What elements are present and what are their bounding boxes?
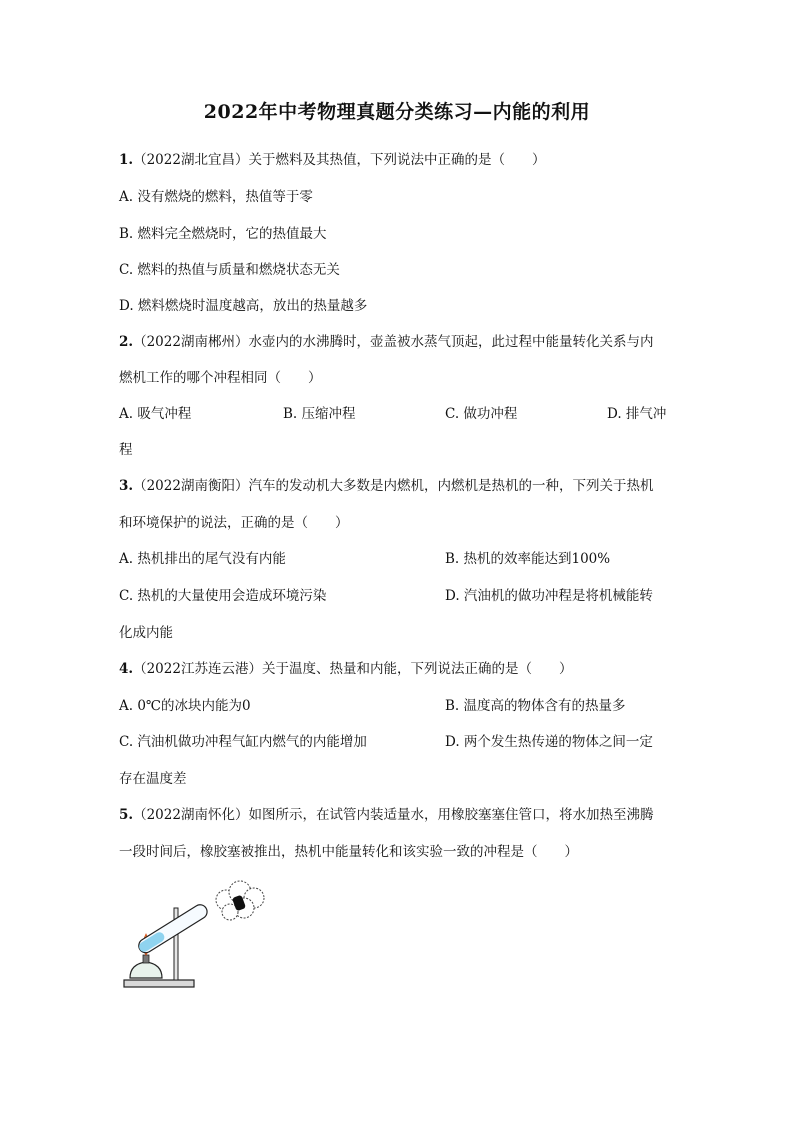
q2-stem-line1 [119,333,653,351]
q2-option-b: B. 压缩冲程 [283,406,356,422]
q5-stem-line1 [119,806,653,824]
q4-option-d: D. 两个发生热传递的物体之间一定 [445,734,653,750]
q3-stem-text1: （2022湖南衡阳）汽车的发动机大多数是内燃机，内燃机是热机的一种，下列关于热机 [133,478,654,494]
q2-option-c: C. 做功冲程 [445,406,518,422]
q2-number: 2. [119,334,134,350]
q3-stem-line2: 和环境保护的说法，正确的是（ ） [119,515,349,531]
q3-option-b: B. 热机的效率能达到100% [445,551,611,567]
q3-stem-line1 [119,477,653,495]
q1-stem-text: （2022湖北宜昌）关于燃料及其热值，下列说法中正确的是（ ） [133,152,546,168]
q1-option-d: D. 燃料燃烧时温度越高，放出的热量越多 [119,298,368,314]
q4-stem [119,660,572,678]
test-tube [136,902,210,955]
q5-stem-text1: （2022湖南怀化）如图所示，在试管内装适量水，用橡胶塞塞住管口，将水加热至沸腾 [133,807,654,823]
stand-base [124,980,194,987]
q1-number: 1. [119,152,134,168]
q4-option-d-cont: 存在温度差 [119,771,187,787]
q4-number: 4. [119,661,134,677]
q1-stem [119,151,545,169]
q3-number: 3. [119,478,134,494]
q4-option-a: A. 0℃的冰块内能为0 [119,698,251,714]
q3-option-c: C. 热机的大量使用会造成环境污染 [119,588,327,604]
experiment-illustration [116,878,276,998]
lamp-wick [143,955,149,963]
alcohol-lamp [130,962,162,978]
q4-stem-text: （2022江苏连云港）关于温度、热量和内能，下列说法正确的是（ ） [133,661,573,677]
q2-option-a: A. 吸气冲程 [119,406,192,422]
q1-option-b: B. 燃料完全燃烧时，它的热值最大 [119,226,327,242]
q3-option-a: A. 热机排出的尾气没有内能 [119,551,286,567]
q2-option-d: D. 排气冲 [607,406,667,422]
q2-stem-line2: 燃机工作的哪个冲程相同（ ） [119,370,322,386]
q3-option-d-cont: 化成内能 [119,625,173,641]
q1-option-a: A. 没有燃烧的燃料，热值等于零 [119,189,313,205]
q2-option-d-cont: 程 [119,442,133,458]
q1-option-c: C. 燃料的热值与质量和燃烧状态无关 [119,262,340,278]
q5-stem-line2: 一段时间后，橡胶塞被推出，热机中能量转化和该实验一致的冲程是（ ） [119,844,578,860]
page-title: 2022年中考物理真题分类练习—内能的利用 [203,101,591,123]
q4-option-c: C. 汽油机做功冲程气缸内燃气的内能增加 [119,734,367,750]
q5-number: 5. [119,807,134,823]
q4-option-b: B. 温度高的物体含有的热量多 [445,698,626,714]
q3-option-d: D. 汽油机的做功冲程是将机械能转 [445,588,653,604]
q2-stem-text1: （2022湖南郴州）水壶内的水沸腾时，壶盖被水蒸气顶起，此过程中能量转化关系与内 [133,334,654,350]
